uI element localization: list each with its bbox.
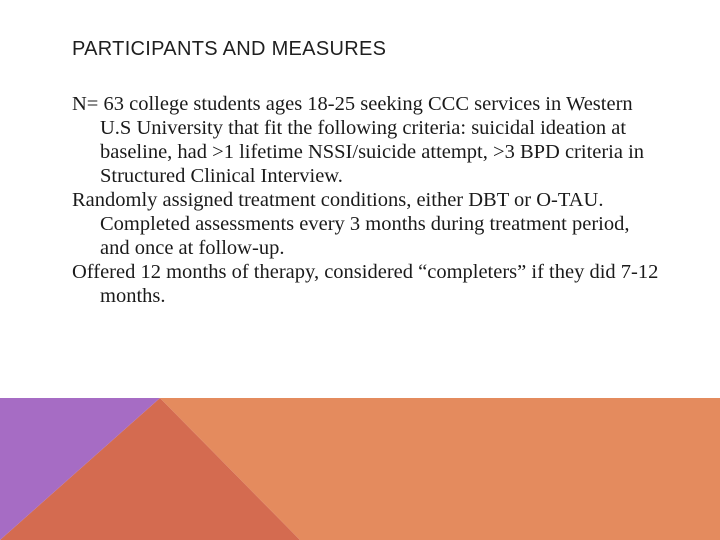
paragraph-treatment-conditions: Randomly assigned treatment conditions, either DBT or O-TAU. Completed assessments every 3 months during treatment period, and once at follow-up. <box>72 189 630 259</box>
paragraph-therapy-duration: Offered 12 months of therapy, considered “completers” if they did 7-12 months. <box>72 261 659 307</box>
paragraph-participants: N= 63 college students ages 18-25 seeking CCC services in Western U.S University that fit the following criteria: suicidal ideation at baseline, had >1 lifetime NSSI/suicide attempt, >3 BPD criteria in Structured Clinical Interview. <box>72 93 645 187</box>
slide-title: PARTICIPANTS AND MEASURES <box>72 38 387 60</box>
